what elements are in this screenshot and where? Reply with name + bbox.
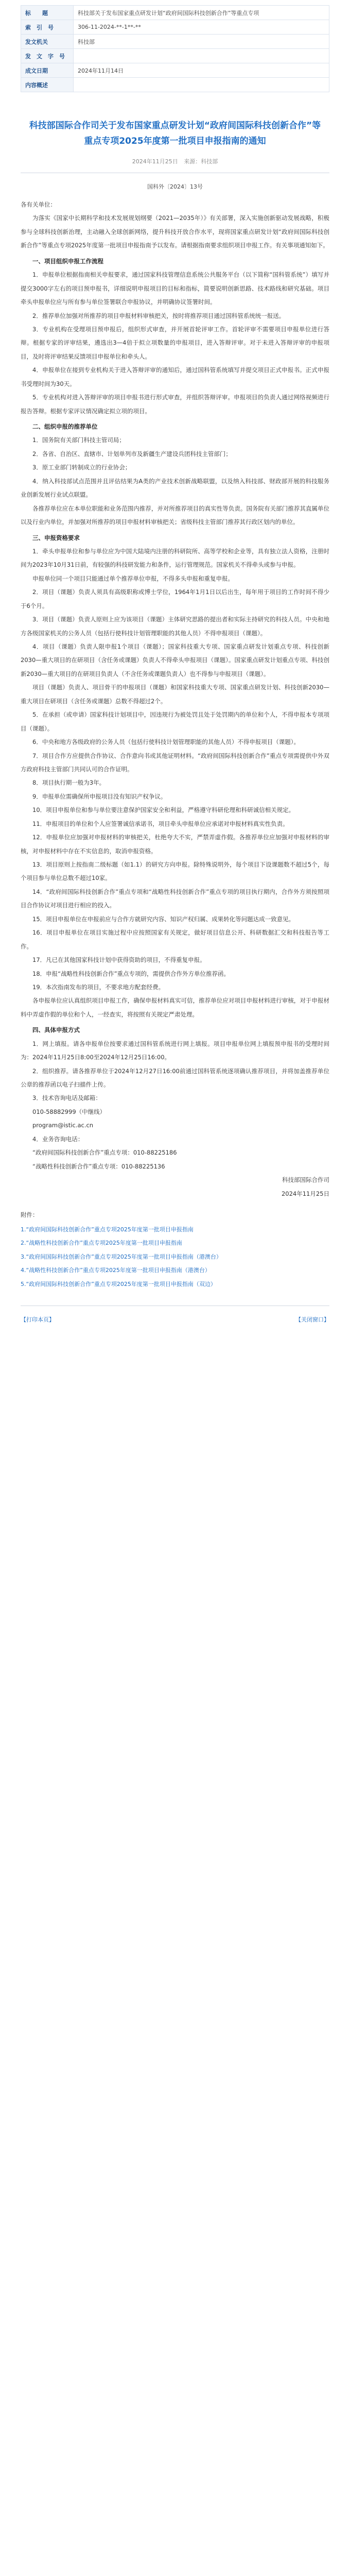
paragraph: 19．本次指南发布的项目，不要求地方配套经费。 [32,983,165,991]
paragraph: 5．专业机构对进入答辩评审的项目申报书进行形式审查，并组织答辩评审。申报项目的负责人通过网络视频进行报告答辩。根据专家评议情况确定拟立项的项目。 [21,394,329,415]
paragraph: 17．凡已在其他国家科技计划中获得资助的项目，不得重复申报。 [32,956,206,964]
attachment-link[interactable]: 5.“政府间国际科技创新合作”重点专项2025年度第一批项目申报指南（双边） [21,1280,216,1287]
paragraph: 7．项目合作方应提供合作协议、合作意向书或其他证明材料。“政府间国际科技创新合作”重点专项需提供中外双方政府科技主管部门共同认可的合作证明。 [21,752,329,773]
meta-row [21,6,329,20]
meta-value [74,78,329,92]
paragraph: 10．项目申报单位和参与单位要注意保护国家安全和利益，严格遵守科研伦理和科研诚信相关规定。 [32,806,295,814]
meta-label: 成文日期 [21,63,74,78]
attachment-link[interactable]: 4.“战略性科技创新合作”重点专项2025年度第一批项目申报指南（港澳台） [21,1267,211,1274]
paragraph: 各有关单位： [21,201,56,208]
paragraph: 为落实《国家中长期科学和技术发展规划纲要（2021—2035年）》有关部署，深入实施创新驱动发展战略，积极参与全球科技创新治理，主动融入全球创新网络，提升科技开放合作水平，现将国家重点研发计划“政府间国际科技创新合作”等重点专项2025年度第一批项目申报指南予以发布。请根据指南要求组织项目申报工作。有关事项通知如下。 [21,214,329,249]
paragraph: 2．组织推荐。请各推荐单位于2024年12月27日16:00前通过国科管系统逐项确认推荐项目，并将加盖推荐单位公章的推荐函以电子扫描件上传。 [21,1067,329,1088]
paragraph: 3．原工业部门转制成立的行业协会； [32,464,131,471]
meta-value: 科技部 [74,35,329,49]
paragraph: 1．网上填报。请各申报单位按要求通过国科管系统进行网上填报。项目申报单位网上填报预申报书的受理时间为：2024年11月25日8:00至2024年12月25日16:00。 [21,1040,329,1061]
paragraph: 申报单位同一个项目只能通过单个推荐单位申报，不得多头申报和重复申报。 [32,574,234,582]
paragraph: 1．牵头申报单位和参与单位应为中国大陆境内注册的科研院所、高等学校和企业等，具有独立法人资格，注册时间为2023年10月31日前，有较强的科技研发能力和条件，运行管理规范。国家机关不得牵头或参与申报。 [21,547,329,569]
paragraph: 010-58882999（中继线） [32,1108,106,1115]
document-metadata-table [21,5,329,92]
attachment-link[interactable]: 1.“政府间国际科技创新合作”重点专项2025年度第一批项目申报指南 [21,1226,194,1233]
meta-value [74,49,329,63]
paragraph: 8．项目执行期一般为3年。 [32,779,106,787]
paragraph: 科技部国际合作司 [282,1176,329,1184]
paragraph: 9．申报单位需确保所申报项目没有知识产权争议。 [32,792,167,800]
paragraph: 4．申报单位在接到专业机构关于进入答辩评审的通知后，通过国科管系统填写并提交项目正式申报书。正式申报书受理时间为30天。 [21,366,329,387]
paragraph: 6．中央和地方各级政府的公务人员（包括行使科技计划管理职能的其他人员）不得申报项目（课题）。 [32,738,300,746]
attachments-title: 附件： [21,1211,39,1218]
meta-value: 306-11-2024-**-1**-** [74,20,329,35]
document-number: 国科外〔2024〕13号 [147,183,203,190]
paragraph: 3．技术咨询电话及邮箱： [32,1094,101,1102]
section-heading: 二、组织申报的推荐单位 [32,423,98,430]
paragraph: 4．纳入科技部试点范围并且评估结果为A类的产业技术创新战略联盟，以及纳入科技部、财政部开展的科技服务业创新发展行业试点联盟。 [21,477,329,499]
meta-value: 科技部关于发布国家重点研发计划“政府间国际科技创新合作”等重点专项 [74,6,329,20]
paragraph: 14．“政府间国际科技创新合作”重点专项和“战略性科技创新合作”重点专项的项目执行期内，合作外方须按照项目合作协议对项目进行相应的投入。 [21,888,329,909]
paragraph: “政府间国际科技创新合作”重点专项：010-88225186 [32,1149,177,1157]
meta-label: 内容概述 [21,78,74,92]
page-container [21,0,329,1324]
paragraph: 11．申报项目的单位和个人应签署诚信承诺书，项目牵头申报单位应承诺对申报材料真实性负责。 [32,820,289,827]
meta-row [21,35,329,49]
page-footer [21,1315,329,1324]
article-title [21,118,329,149]
attachment-link[interactable]: 2.“战略性科技创新合作”重点专项2025年度第一批项目申报指南 [21,1240,182,1247]
paragraph: 1．国务院有关部门科技主管司局； [32,436,125,444]
paragraph: 12．申报单位应加强对申报材料的审核把关，杜绝夸大不实，严禁弄虚作假。各推荐单位应加强对申报材料的审核，对申报材料中存在不实信息的，取消申报资格。 [21,834,329,855]
attachment-link[interactable]: 3.“政府间国际科技创新合作”重点专项2025年度第一批项目申报指南（港澳台） [21,1253,222,1260]
paragraph: 项目（课题）负责人、项目骨干的申报项目（课题）和国家科技重大专项、国家重点研发计划、科技创新2030—重大项目在研项目（含任务或课题）总数不得超过2个。 [21,684,329,705]
meta-row [21,78,329,92]
section-heading: 四、具体申报方式 [32,1026,80,1034]
source-label: 来源：科技部 [184,158,218,165]
paragraph: 各申报单位应认真组织项目申报工作，确保申报材料真实可信，推荐单位应对项目申报材料进行审核，对于申报材料中弄虚作假的单位和个人，一经查实，将按照有关规定严肃处理。 [21,997,329,1018]
paragraph: 2．各省、自治区、直辖市、计划单列市及新疆生产建设兵团科技主管部门； [32,450,232,457]
meta-row [21,49,329,63]
paragraph: 4．项目（课题）负责人限申报1个项目（课题）；国家科技重大专项、国家重点研发计划重点专项、科技创新2030—重大项目的在研项目（含任务或课题）负责人不得牵头申报项目（课题）。国家重点研发计划重点专项、科技创新2030—重大项目的在研项目负责人（不含任务或课题负责人）也不得参与申报项目（课题）。 [21,643,329,677]
paragraph: 13．项目原则上按指南二级标题（如1.1）的研究方向申报。除特殊说明外，每个项目下设课题数不超过5个，每个项目参与单位总数不超过10家。 [21,861,329,882]
publish-date: 2024年11月25日 [132,158,178,165]
meta-label: 标 题 [21,6,74,20]
paragraph: 2．项目（课题）负责人须具有高级职称或博士学位，1964年1月1日以后出生，每年用于项目的工作时间不得少于6个月。 [21,588,329,609]
paragraph: 4．业务咨询电话： [32,1135,84,1143]
meta-row [21,63,329,78]
section-heading: 一、项目组织申报工作流程 [32,257,103,265]
paragraph: 5．在承担（或申请）国家科技计划项目中，因违规行为被处罚且处于处罚期内的单位和个人，不得申报本专项项目（课题）。 [21,711,329,732]
paragraph: 各推荐单位应在本单位职能和业务范围内推荐，并对所推荐项目的真实性等负责。国务院有关部门推荐其直属单位以及行业内单位，并加强对所推荐的项目申报材料审核把关；省级科技主管部门推荐其行政区划内的单位。 [21,504,329,526]
meta-row [21,20,329,35]
meta-label: 索 引 号 [21,20,74,35]
section-heading: 三、申报资格要求 [32,534,80,541]
article-title-line: 重点专项2025年度第一批项目申报指南的通知 [84,136,266,146]
paragraph: program@istic.ac.cn [32,1122,94,1129]
meta-label: 发文机关 [21,35,74,49]
paragraph: 2024年11月25日 [281,1190,329,1197]
article-dateline [21,157,329,165]
paragraph: “战略性科技创新合作”重点专项：010-88225136 [32,1162,165,1170]
print-link[interactable]: 【打印本页】 [21,1316,55,1323]
paragraph: 18．申报“战略性科技创新合作”重点专项的，需提供合作外方单位推荐函。 [32,970,230,977]
article-body [21,198,329,1200]
meta-value: 2024年11月14日 [74,63,329,78]
attachments-list [21,1223,329,1291]
paragraph: 1．申报单位根据指南相关申报要求，通过国家科技管理信息系统公共服务平台（以下简称“国科管系统”）填写并提交3000字左右的项目预申报书，详细说明申报项目的目标和指标，简要说明创新思路、技术路线和研究基础。项目牵头申报单位应与所有参与单位签署联合申报协议，并明确协议签署时间。 [21,271,329,306]
paragraph: 15．项目申报单位在申报前应与合作方就研究内容、知识产权归属、成果转化等问题达成一致意见。 [32,915,295,923]
paragraph: 2．推荐单位加强对所推荐的项目申报材料审核把关，按时将推荐项目通过国科管系统统一报送。 [32,312,285,319]
close-window-link[interactable]: 【关闭窗口】 [295,1316,329,1323]
paragraph: 3．专业机构在受理项目预申报后，组织形式审查，并开展首轮评审工作。首轮评审不需要项目申报单位进行答辩。根据专家的评审结果，遴选出3—4倍于拟立项数量的申报项目，进入答辩评审。对于未进入答辩评审的申报项目，及时将评审结果反馈项目申报单位和牵头人。 [21,325,329,360]
paragraph: 3．项目（课题）负责人原则上应为该项目（课题）主体研究思路的提出者和实际主持研究的科技人员。中央和地方各级国家机关的公务人员（包括行使科技计划管理职能的其他人员）不得申报项目（课题）。 [21,616,329,637]
meta-label: 发 文 字 号 [21,49,74,63]
paragraph: 16．项目申报单位在项目实施过程中应按照国家有关规定，做好项目信息公开、科研数据汇交和科技报告等工作。 [21,929,329,950]
article-title-line: 科技部国际合作司关于发布国家重点研发计划“政府间国际科技创新合作”等 [29,121,321,131]
